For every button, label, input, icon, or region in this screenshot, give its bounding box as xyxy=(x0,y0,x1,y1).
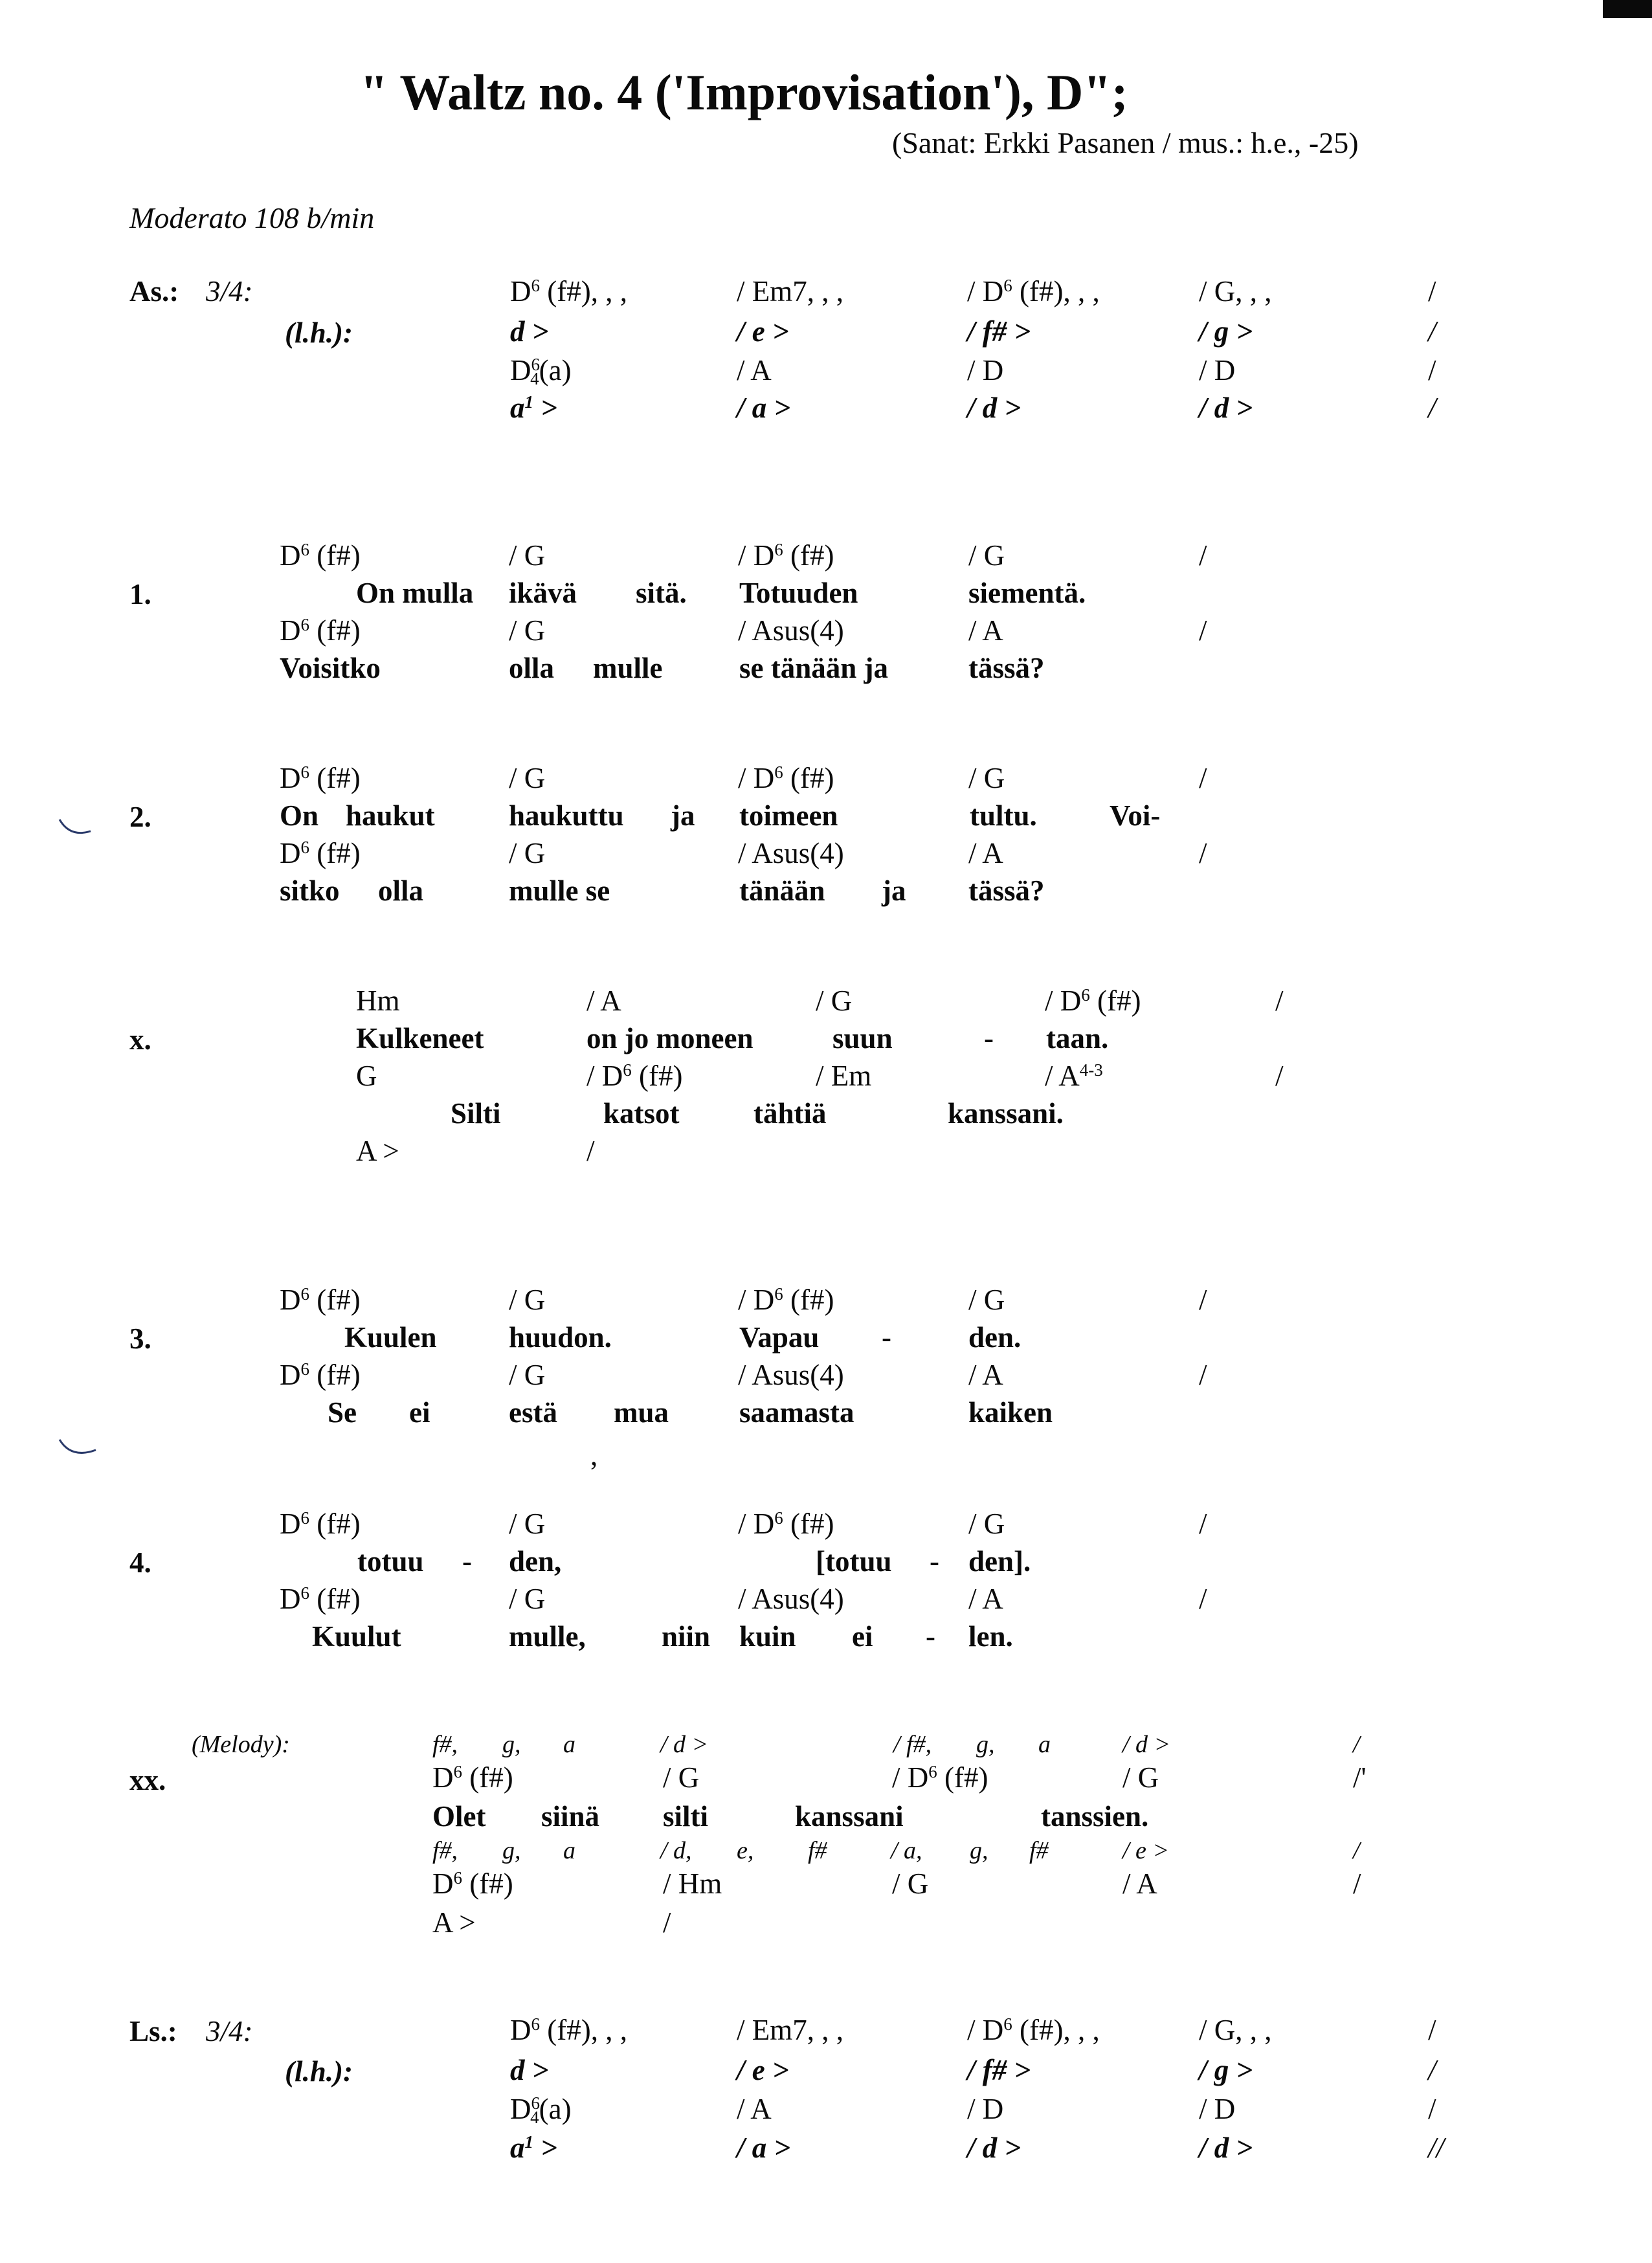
melody-label: (Melody): xyxy=(192,1731,290,1758)
credits: (Sanat: Erkki Pasanen / mus.: h.e., -25) xyxy=(892,126,1359,159)
verse2-lyric: On xyxy=(280,799,319,832)
verse2-lyric: toimeen xyxy=(739,799,838,832)
outro-chord: / $D^6$ (f#), , , xyxy=(967,2014,1100,2046)
verse2-number: 2. xyxy=(129,801,151,833)
verse2-lyric: tultu. xyxy=(970,799,1037,832)
bridge-lyric: katsot xyxy=(603,1097,680,1130)
verse2-chord: / G xyxy=(968,762,1005,794)
barline: / xyxy=(1199,762,1207,794)
verse1-lyric: sitä. xyxy=(636,577,687,609)
barline: / xyxy=(663,1906,671,1939)
intro-chord: / Em7, , , xyxy=(737,275,843,307)
verse1-lyric: se tänään ja xyxy=(739,652,889,684)
coda-chord: A > xyxy=(432,1906,476,1939)
melody-note: / a, xyxy=(891,1837,922,1864)
verse1-chord: / A xyxy=(968,614,1003,647)
verse4-lyric: mulle, xyxy=(509,1620,586,1653)
stray-comma: , xyxy=(590,1439,598,1471)
verse4-chord: / G xyxy=(509,1508,546,1540)
verse4-lyric: ei xyxy=(852,1620,873,1653)
verse1-chord: / Asus(4) xyxy=(738,614,844,647)
coda-chord: $D^6$ (f#) xyxy=(432,1761,513,1794)
verse4-chord: / G xyxy=(509,1583,546,1615)
verse4-chord: $D^6$ (f#) xyxy=(280,1508,361,1540)
verse2-chord: / G xyxy=(509,762,546,794)
verse1-chord: $D^6$ (f#) xyxy=(280,614,361,647)
verse1-chord: / G xyxy=(509,614,546,647)
barline: / xyxy=(1199,1359,1207,1391)
barline: / xyxy=(1428,392,1436,424)
verse1-number: 1. xyxy=(129,578,151,610)
final-barline: // xyxy=(1428,2132,1445,2164)
verse4-lyric: len. xyxy=(968,1620,1013,1653)
verse4-lyric: den]. xyxy=(968,1545,1031,1577)
verse3-lyric: huudon. xyxy=(509,1321,612,1354)
verse2-lyric: olla xyxy=(378,875,424,907)
barline: / xyxy=(1353,1837,1360,1864)
verse4-lyric: totuu xyxy=(357,1545,424,1577)
barline: / xyxy=(1428,354,1436,386)
coda-chord: / G xyxy=(892,1867,929,1900)
verse3-chord: / G xyxy=(968,1284,1005,1316)
outro-bass-note: / d > xyxy=(1199,2132,1253,2164)
coda-chord: / A xyxy=(1122,1867,1157,1900)
scan-edge-mark xyxy=(1603,0,1652,18)
verse3-chord: / A xyxy=(968,1359,1003,1391)
bridge-lyric: kanssani. xyxy=(948,1097,1064,1130)
outro-chord: / A xyxy=(737,2093,772,2125)
verse2-lyric: tänään xyxy=(739,875,825,907)
verse1-chord: $D^6$ (f#) xyxy=(280,539,361,572)
verse3-lyric: mua xyxy=(614,1396,669,1429)
barline: / xyxy=(1199,539,1207,572)
outro-chord: / Em7, , , xyxy=(737,2014,843,2046)
intro-chord: $D^6$ (f#), , , xyxy=(510,275,627,307)
bridge-lyric: on jo moneen xyxy=(586,1022,753,1054)
verse1-chord: / G xyxy=(509,539,546,572)
barline: / xyxy=(1428,275,1436,307)
barline: / xyxy=(1353,1731,1360,1758)
coda-lyric: kanssani xyxy=(795,1800,904,1833)
melody-note: / e > xyxy=(1122,1837,1170,1864)
intro-bass-note: / a > xyxy=(737,392,791,424)
intro-bass-note: / d > xyxy=(1199,392,1253,424)
verse3-lyric: estä xyxy=(509,1396,557,1429)
verse4-lyric: Kuulut xyxy=(312,1620,401,1653)
verse4-chord: / A xyxy=(968,1583,1003,1615)
verse4-lyric: - xyxy=(930,1545,939,1577)
outro-chord: / G, , , xyxy=(1199,2014,1272,2046)
bridge-lyric: taan. xyxy=(1046,1022,1109,1054)
verse2-lyric: haukuttu xyxy=(509,799,624,832)
barline: / xyxy=(1275,985,1284,1017)
pencil-mark xyxy=(57,1437,102,1463)
verse2-chord: / G xyxy=(509,837,546,869)
verse1-lyric: Totuuden xyxy=(739,577,858,609)
verse3-chord: / G xyxy=(509,1359,546,1391)
bridge-lyric: Silti xyxy=(451,1097,501,1130)
barline: / xyxy=(1428,315,1436,348)
barline: / xyxy=(1199,1284,1207,1316)
coda-chord: / Hm xyxy=(663,1867,722,1900)
bridge-lyric: tähtiä xyxy=(753,1097,827,1130)
outro-label: Ls.: xyxy=(129,2015,177,2047)
melody-note: f# xyxy=(1029,1837,1049,1864)
verse4-lyric: [totuu xyxy=(816,1545,892,1577)
bridge-chord: G xyxy=(356,1060,377,1092)
intro-chord: / D xyxy=(1199,354,1236,386)
tempo-marking: Moderato 108 b/min xyxy=(129,201,375,234)
outro-chord: $D^6$ (f#), , , xyxy=(510,2014,627,2046)
verse3-lyric: - xyxy=(882,1321,891,1354)
melody-note: a xyxy=(563,1837,575,1864)
verse4-number: 4. xyxy=(129,1546,151,1579)
outro-bass-note: d > xyxy=(510,2054,549,2086)
intro-chord: / G, , , xyxy=(1199,275,1272,307)
melody-note: a xyxy=(563,1731,575,1758)
melody-note: g, xyxy=(976,1731,995,1758)
verse1-lyric: mulle xyxy=(593,652,663,684)
melody-note: f#, xyxy=(432,1731,458,1758)
intro-bass-note: / e > xyxy=(737,315,789,348)
verse2-lyric: tässä? xyxy=(968,875,1045,907)
verse2-chord: / $D^6$ (f#) xyxy=(738,762,834,794)
barline: / xyxy=(1353,1867,1361,1900)
melody-note: g, xyxy=(970,1837,988,1864)
barline: /' xyxy=(1353,1761,1367,1794)
verse4-lyric: - xyxy=(462,1545,472,1577)
bridge-chord: / $D^6$ (f#) xyxy=(1045,985,1141,1017)
melody-note: g, xyxy=(502,1731,521,1758)
verse4-chord: $D^6$ (f#) xyxy=(280,1583,361,1615)
verse1-lyric: Voisitko xyxy=(280,652,381,684)
melody-note: g, xyxy=(502,1837,521,1864)
verse3-number: 3. xyxy=(129,1322,151,1355)
barline: / xyxy=(1199,614,1207,647)
outro-bass-note: / f# > xyxy=(967,2054,1031,2086)
melody-note: / d, xyxy=(660,1837,692,1864)
barline: / xyxy=(1275,1060,1284,1092)
barline: / xyxy=(586,1135,595,1167)
verse2-lyric: ja xyxy=(882,875,906,907)
verse3-lyric: Vapau xyxy=(739,1321,820,1354)
intro-label: As.: xyxy=(129,275,179,307)
verse2-chord: $D^6$ (f#) xyxy=(280,762,361,794)
outro-left-hand-label: (l.h.): xyxy=(285,2055,353,2088)
melody-note: e, xyxy=(737,1837,754,1864)
barline: / xyxy=(1199,1508,1207,1540)
outro-bass-note: / e > xyxy=(737,2054,789,2086)
bridge-lyric: Kulkeneet xyxy=(356,1022,484,1054)
verse4-lyric: niin xyxy=(662,1620,711,1653)
bridge-chord: / $D^6$ (f#) xyxy=(586,1060,683,1092)
barline: / xyxy=(1428,2093,1436,2125)
verse1-lyric: On mulla xyxy=(356,577,474,609)
verse2-chord: / A xyxy=(968,837,1003,869)
verse2-lyric: mulle se xyxy=(509,875,610,907)
verse3-lyric: Se xyxy=(328,1396,357,1429)
verse1-lyric: tässä? xyxy=(968,652,1045,684)
verse3-lyric: Kuulen xyxy=(344,1321,437,1354)
melody-note: / f#, xyxy=(893,1731,932,1758)
verse3-chord: / $D^6$ (f#) xyxy=(738,1284,834,1316)
verse3-chord: / Asus(4) xyxy=(738,1359,844,1391)
coda-chord: $D^6$ (f#) xyxy=(432,1867,513,1900)
bridge-lyric: - xyxy=(984,1022,994,1054)
verse4-lyric: kuin xyxy=(739,1620,796,1653)
outro-meter: 3/4: xyxy=(206,2015,253,2047)
outro-bass-note: / a > xyxy=(737,2132,791,2164)
melody-note: a xyxy=(1038,1731,1051,1758)
melody-note: / d > xyxy=(1122,1731,1171,1758)
barline: / xyxy=(1428,2014,1436,2046)
verse1-lyric: olla xyxy=(509,652,555,684)
pencil-mark xyxy=(57,817,96,843)
verse4-lyric: den, xyxy=(509,1545,562,1577)
barline: / xyxy=(1428,2054,1436,2086)
verse4-chord: / G xyxy=(968,1508,1005,1540)
verse2-lyric: Voi- xyxy=(1110,799,1161,832)
barline: / xyxy=(1199,1583,1207,1615)
verse1-chord: / G xyxy=(968,539,1005,572)
coda-chord: / G xyxy=(1122,1761,1159,1794)
verse3-lyric: ei xyxy=(409,1396,430,1429)
bridge-chord: / $A^{4-3}$ xyxy=(1045,1060,1103,1092)
bridge-number: x. xyxy=(129,1023,151,1056)
verse2-lyric: haukut xyxy=(346,799,435,832)
coda-lyric: Olet xyxy=(432,1800,486,1833)
intro-bass-note: d > xyxy=(510,315,549,348)
verse3-lyric: den. xyxy=(968,1321,1021,1354)
outro-chord: / D xyxy=(1199,2093,1236,2125)
bridge-chord: A > xyxy=(356,1135,399,1167)
intro-bass-note: / d > xyxy=(967,392,1021,424)
verse4-lyric: - xyxy=(926,1620,935,1653)
bridge-chord: / G xyxy=(816,985,853,1017)
intro-left-hand-label: (l.h.): xyxy=(285,317,353,349)
verse3-chord: / G xyxy=(509,1284,546,1316)
verse3-lyric: saamasta xyxy=(739,1396,854,1429)
intro-bass-note: / g > xyxy=(1199,315,1253,348)
verse3-lyric: kaiken xyxy=(968,1396,1053,1429)
bridge-chord: / Em xyxy=(816,1060,872,1092)
barline: / xyxy=(1199,837,1207,869)
verse3-chord: $D^6$ (f#) xyxy=(280,1284,361,1316)
verse4-chord: / $D^6$ (f#) xyxy=(738,1508,834,1540)
verse4-chord: / Asus(4) xyxy=(738,1583,844,1615)
outro-chord: / D xyxy=(967,2093,1004,2125)
melody-note: / d > xyxy=(660,1731,709,1758)
bridge-chord: Hm xyxy=(356,985,400,1017)
melody-note: f#, xyxy=(432,1837,458,1864)
coda-number: xx. xyxy=(129,1764,166,1796)
intro-chord: / D xyxy=(967,354,1004,386)
intro-chord: / A xyxy=(737,354,772,386)
coda-lyric: tanssien. xyxy=(1041,1800,1149,1833)
intro-chord: / $D^6$ (f#), , , xyxy=(967,275,1100,307)
intro-bass-note: / f# > xyxy=(967,315,1031,348)
verse2-lyric: sitko xyxy=(280,875,340,907)
outro-bass-note: $a^1$ > xyxy=(510,2132,557,2164)
verse2-chord: $D^6$ (f#) xyxy=(280,837,361,869)
outro-bass-note: / d > xyxy=(967,2132,1021,2164)
verse1-chord: / $D^6$ (f#) xyxy=(738,539,834,572)
coda-lyric: silti xyxy=(663,1800,709,1833)
coda-lyric: siinä xyxy=(541,1800,600,1833)
intro-meter: 3/4: xyxy=(206,275,253,307)
verse2-lyric: ja xyxy=(671,799,695,832)
bridge-lyric: suun xyxy=(832,1022,893,1054)
outro-chord: $D^6_4(a)$ xyxy=(510,2093,572,2127)
intro-bass-note: $a^1$ > xyxy=(510,392,557,424)
coda-chord: / G xyxy=(663,1761,700,1794)
melody-note: f# xyxy=(808,1837,827,1864)
page-title: " Waltz no. 4 ('Improvisation'), D"; xyxy=(360,64,1128,120)
intro-chord: $D^6_4(a)$ xyxy=(510,354,572,388)
coda-chord: / $D^6$ (f#) xyxy=(892,1761,988,1794)
verse2-chord: / Asus(4) xyxy=(738,837,844,869)
bridge-chord: / A xyxy=(586,985,621,1017)
verse1-lyric: ikävä xyxy=(509,577,577,609)
verse3-chord: $D^6$ (f#) xyxy=(280,1359,361,1391)
verse1-lyric: siementä. xyxy=(968,577,1086,609)
outro-bass-note: / g > xyxy=(1199,2054,1253,2086)
